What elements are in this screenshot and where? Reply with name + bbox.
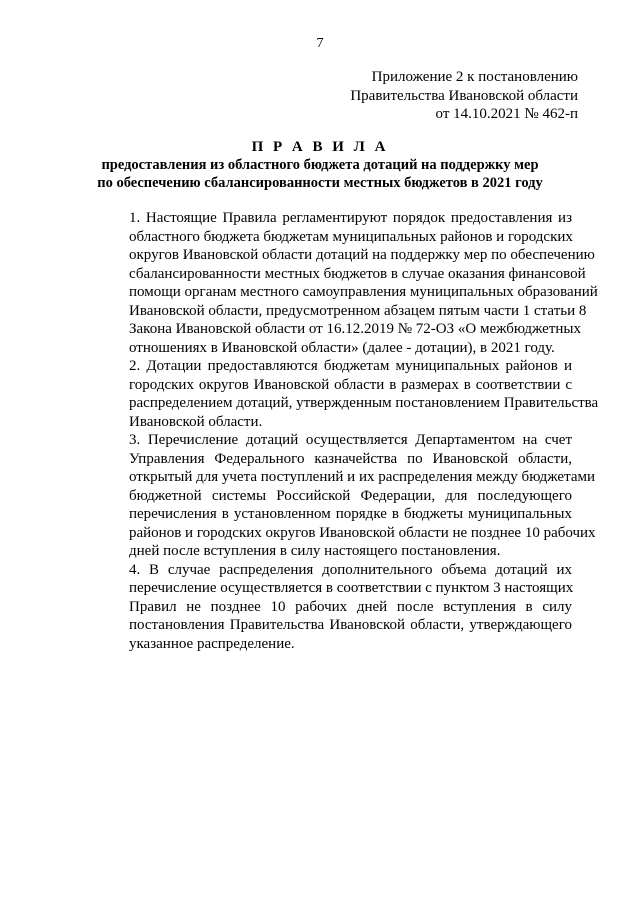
document-body xyxy=(89,209,599,653)
page-number: 7 xyxy=(316,36,324,51)
text-line: 1. Настоящие Правила регламентируют порядок предоставления из xyxy=(129,210,572,226)
text-line: Ивановской области, предусмотренном абзацем пятым части 1 статьи 8 xyxy=(129,302,587,319)
paragraph-4 xyxy=(89,561,572,654)
text-line: дней после вступления в силу настоящего постановления. xyxy=(129,543,501,559)
text-line: округов Ивановской области дотаций на поддержку мер по обеспечению xyxy=(129,247,595,263)
text-line: областного бюджета бюджетам муниципальных районов и городских xyxy=(129,228,573,245)
document-title: П Р А В И Л А xyxy=(251,139,389,155)
document-subtitle xyxy=(80,157,560,192)
text-line: Правил не позднее 10 рабочих дней после вступления в силу xyxy=(129,598,572,615)
paragraph-2 xyxy=(89,357,599,431)
text-line: Управления Федерального казначейства по Ивановской области, xyxy=(129,450,572,467)
paragraph-3 xyxy=(89,431,596,561)
text-line: 4. В случае распределения дополнительного объема дотаций их xyxy=(129,561,572,578)
appendix-line: от 14.10.2021 № 462-п xyxy=(435,106,578,122)
text-line: районов и городских округов Ивановской области не позднее 10 рабочих xyxy=(129,524,596,541)
text-line: городских округов Ивановской области в размерах в соответствии с xyxy=(129,376,572,393)
text-line: сбалансированности местных бюджетов в случае оказания финансовой xyxy=(129,265,586,282)
paragraph-1 xyxy=(89,209,598,357)
text-line: постановления Правительства Ивановской области, утверждающего xyxy=(129,617,572,633)
text-line: перечисление осуществляется в соответствии с пунктом 3 настоящих xyxy=(129,580,574,596)
text-line: распределением дотаций, утвержденным постановлением Правительства xyxy=(129,395,599,411)
text-line: открытый для учета поступлений и их распределения между бюджетами xyxy=(129,469,596,485)
text-line: бюджетной системы Российской Федерации, для последующего xyxy=(129,487,572,504)
text-line: 2. Дотации предоставляются бюджетам муниципальных районов и xyxy=(129,358,572,374)
subtitle-line: предоставления из областного бюджета дотаций на поддержку мер xyxy=(101,157,539,173)
appendix-line: Приложение 2 к постановлению xyxy=(371,69,578,85)
text-line: помощи органам местного самоуправления муниципальных образований xyxy=(129,284,598,300)
appendix-line: Правительства Ивановской области xyxy=(350,87,578,104)
appendix-header xyxy=(258,68,578,124)
text-line: отношениях в Ивановской области» (далее - дотации), в 2021 году. xyxy=(129,339,555,356)
subtitle-line: по обеспечению сбалансированности местных бюджетов в 2021 году xyxy=(97,174,543,191)
text-line: Закона Ивановской области от 16.12.2019 № 72-ОЗ «О межбюджетных xyxy=(129,321,581,337)
text-line: 3. Перечисление дотаций осуществляется Департаментом на счет xyxy=(129,432,572,448)
text-line: указанное распределение. xyxy=(129,635,295,652)
text-line: Ивановской области. xyxy=(129,413,263,430)
text-line: перечисления в установленном порядке в бюджеты муниципальных xyxy=(129,506,572,522)
